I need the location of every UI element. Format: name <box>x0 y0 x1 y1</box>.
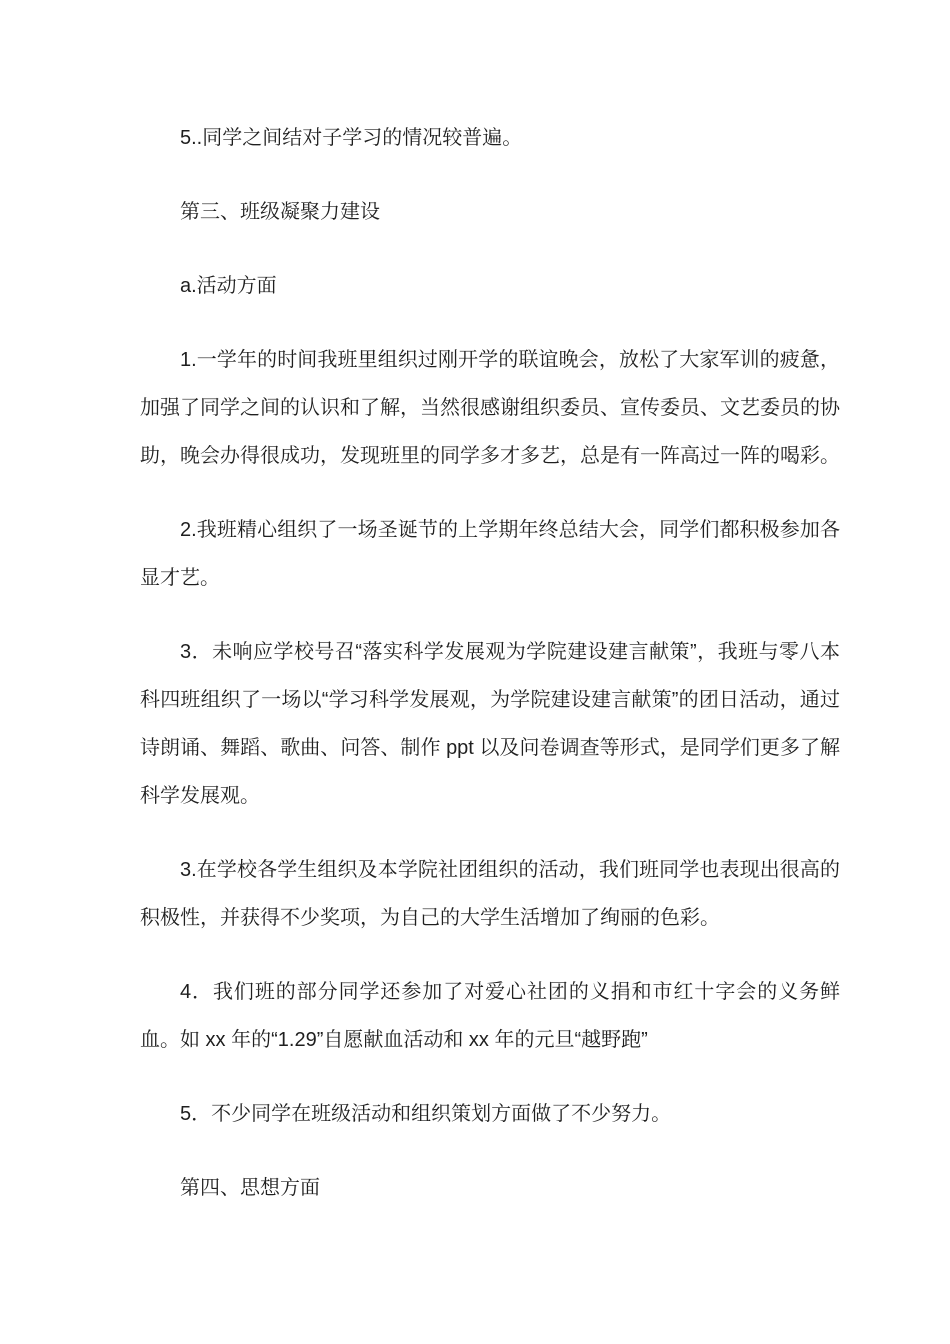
paragraph-christmas-summary-meeting: 2.我班精心组织了一场圣诞节的上学期年终总结大会，同学们都积极参加各显才艺。 <box>140 519 840 589</box>
section-heading-three-class-cohesion: 第三、班级凝聚力建设 <box>180 201 380 223</box>
paragraph-charity-blood-donation: 4．我们班的部分同学还参加了对爱心社团的义捐和市红十字会的义务鲜血。如 xx 年的“1.29”自愿献血活动和 xx 年的元旦“越野跑” <box>140 981 840 1051</box>
paragraph-campus-organization-activities: 3.在学校各学生组织及本学院社团组织的活动，我们班同学也表现出很高的积极性，并获得不少奖项，为自己的大学生活增加了绚丽的色彩。 <box>140 859 840 929</box>
paragraph-pair-study: 5..同学之间结对子学习的情况较普遍。 <box>180 127 523 149</box>
paragraph-welcome-party: 1.一学年的时间我班里组织过刚开学的联谊晚会，放松了大家军训的疲惫，加强了同学之间的认识和了解，当然很感谢组织委员、宣传委员、文艺委员的协助，晚会办得很成功，发现班里的同学多才多艺，总是有一阵高过一阵的喝彩。 <box>140 349 840 467</box>
paragraph-league-day-activity: 3．未响应学校号召“落实科学发展观为学院建设建言献策”，我班与零八本科四班组织了一场以“学习科学发展观，为学院建设建言献策”的团日活动，通过诗朗诵、舞蹈、歌曲、问答、制作 ppt 以及问卷调查等形式，是同学们更多了解科学发展观。 <box>140 641 840 807</box>
section-heading-four-ideology: 第四、思想方面 <box>180 1177 320 1199</box>
subheading-activities: a.活动方面 <box>180 275 277 297</box>
paragraph-planning-efforts: 5．不少同学在班级活动和组织策划方面做了不少努力。 <box>180 1103 672 1125</box>
